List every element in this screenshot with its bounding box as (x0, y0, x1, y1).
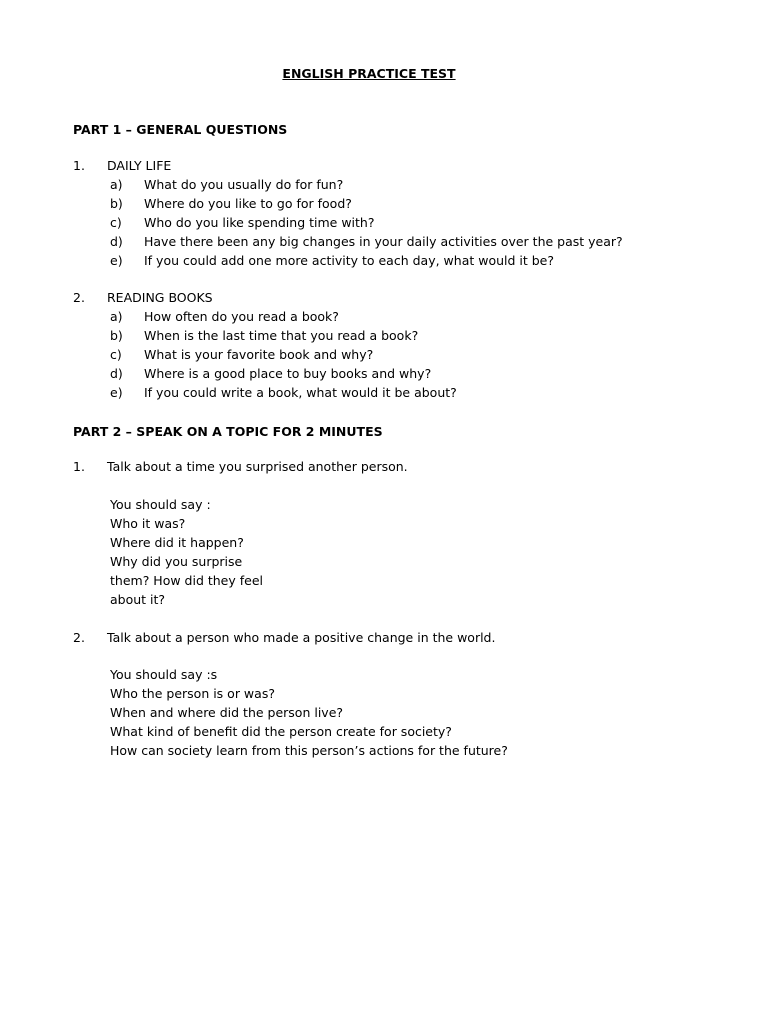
question-letter: d) (110, 234, 123, 249)
say-line: Who it was? (110, 516, 186, 531)
question-text: Who do you like spending time with? (144, 215, 375, 230)
say-line: Who the person is or was? (110, 686, 275, 701)
question-text: What is your favorite book and why? (144, 347, 374, 362)
question-letter: e) (110, 385, 123, 400)
say-line: You should say :s (110, 667, 218, 682)
topic-prompt: Talk about a person who made a positive change in the world. (107, 630, 496, 645)
section-label: DAILY LIFE (107, 158, 172, 173)
question-letter: a) (110, 177, 123, 192)
say-line: You should say : (110, 497, 211, 512)
part1-heading: PART 1 – GENERAL QUESTIONS (73, 122, 288, 137)
question-text: How often do you read a book? (144, 309, 339, 324)
topic-number: 2. (73, 630, 85, 645)
part2-heading: PART 2 – SPEAK ON A TOPIC FOR 2 MINUTES (73, 424, 383, 439)
say-line: When and where did the person live? (110, 705, 344, 720)
say-line: Where did it happen? (110, 535, 244, 550)
section-number: 2. (73, 290, 85, 305)
section-number: 1. (73, 158, 85, 173)
say-line: about it? (110, 592, 166, 607)
question-text: Where do you like to go for food? (144, 196, 352, 211)
say-line: Why did you surprise (110, 554, 243, 569)
page-title: ENGLISH PRACTICE TEST (282, 66, 456, 81)
question-letter: a) (110, 309, 123, 324)
say-line: them? How did they feel (110, 573, 263, 588)
question-text: Have there been any big changes in your daily activities over the past year? (144, 234, 623, 249)
section-label: READING BOOKS (107, 290, 213, 305)
say-line: What kind of benefit did the person create for society? (110, 724, 452, 739)
question-text: What do you usually do for fun? (144, 177, 344, 192)
say-line: How can society learn from this person’s actions for the future? (110, 743, 508, 758)
question-letter: c) (110, 215, 122, 230)
question-letter: e) (110, 253, 123, 268)
question-letter: d) (110, 366, 123, 381)
question-text: Where is a good place to buy books and why? (144, 366, 432, 381)
question-letter: c) (110, 347, 122, 362)
question-text: If you could write a book, what would it be about? (144, 385, 457, 400)
question-text: When is the last time that you read a book? (144, 328, 419, 343)
question-text: If you could add one more activity to each day, what would it be? (144, 253, 555, 268)
topic-prompt: Talk about a time you surprised another person. (107, 459, 408, 474)
question-letter: b) (110, 328, 123, 343)
topic-number: 1. (73, 459, 85, 474)
question-letter: b) (110, 196, 123, 211)
